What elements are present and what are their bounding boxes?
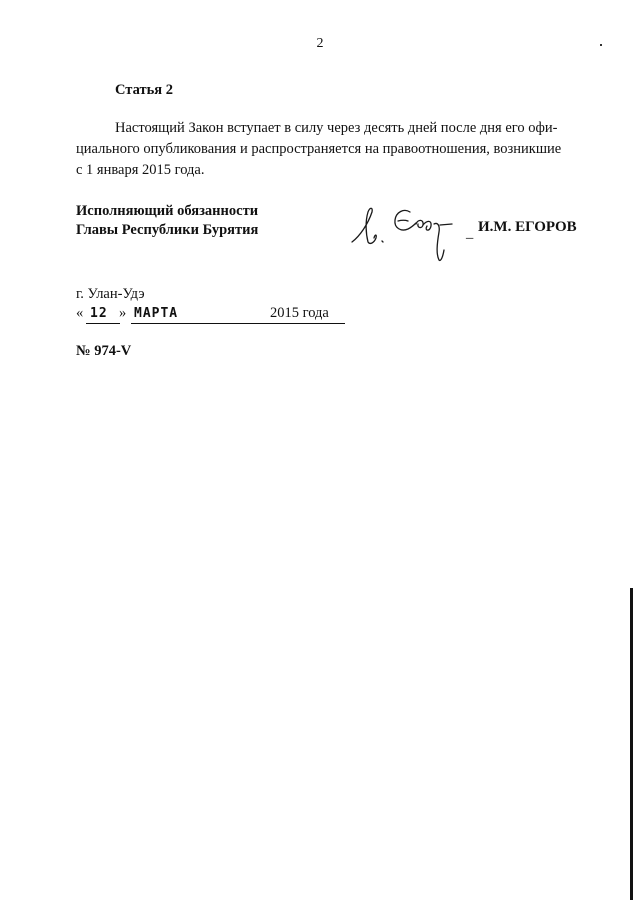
article-heading: Статья 2 [115, 82, 173, 98]
signatory-title-line-1: Исполняющий обязанности [76, 203, 259, 219]
date-year: 2015 года [270, 305, 329, 321]
law-number: № 974-V [76, 343, 132, 359]
date-quote-close: » [119, 305, 127, 321]
scan-edge-mark [630, 588, 633, 900]
date-quote-open: « [76, 305, 84, 321]
handwritten-signature [348, 198, 473, 268]
article-text-line-3: с 1 января 2015 года. [76, 162, 205, 178]
scan-speck [600, 44, 602, 46]
signer-name: И.М. ЕГОРОВ [478, 219, 577, 235]
page-number: 2 [316, 36, 324, 51]
article-text-line-1: Настоящий Закон вступает в силу через десять дней после дня его офи- [115, 120, 558, 136]
signatory-title-line-2: Главы Республики Бурятия [76, 222, 259, 238]
date-month: МАРТА [134, 306, 179, 321]
article-text-line-2: циального опубликования и распространяется на правоотношения, возникшие [76, 141, 562, 157]
signature-line: _ [466, 225, 474, 241]
city: г. Улан-Удэ [76, 286, 145, 302]
date-day: 12 [90, 306, 108, 321]
